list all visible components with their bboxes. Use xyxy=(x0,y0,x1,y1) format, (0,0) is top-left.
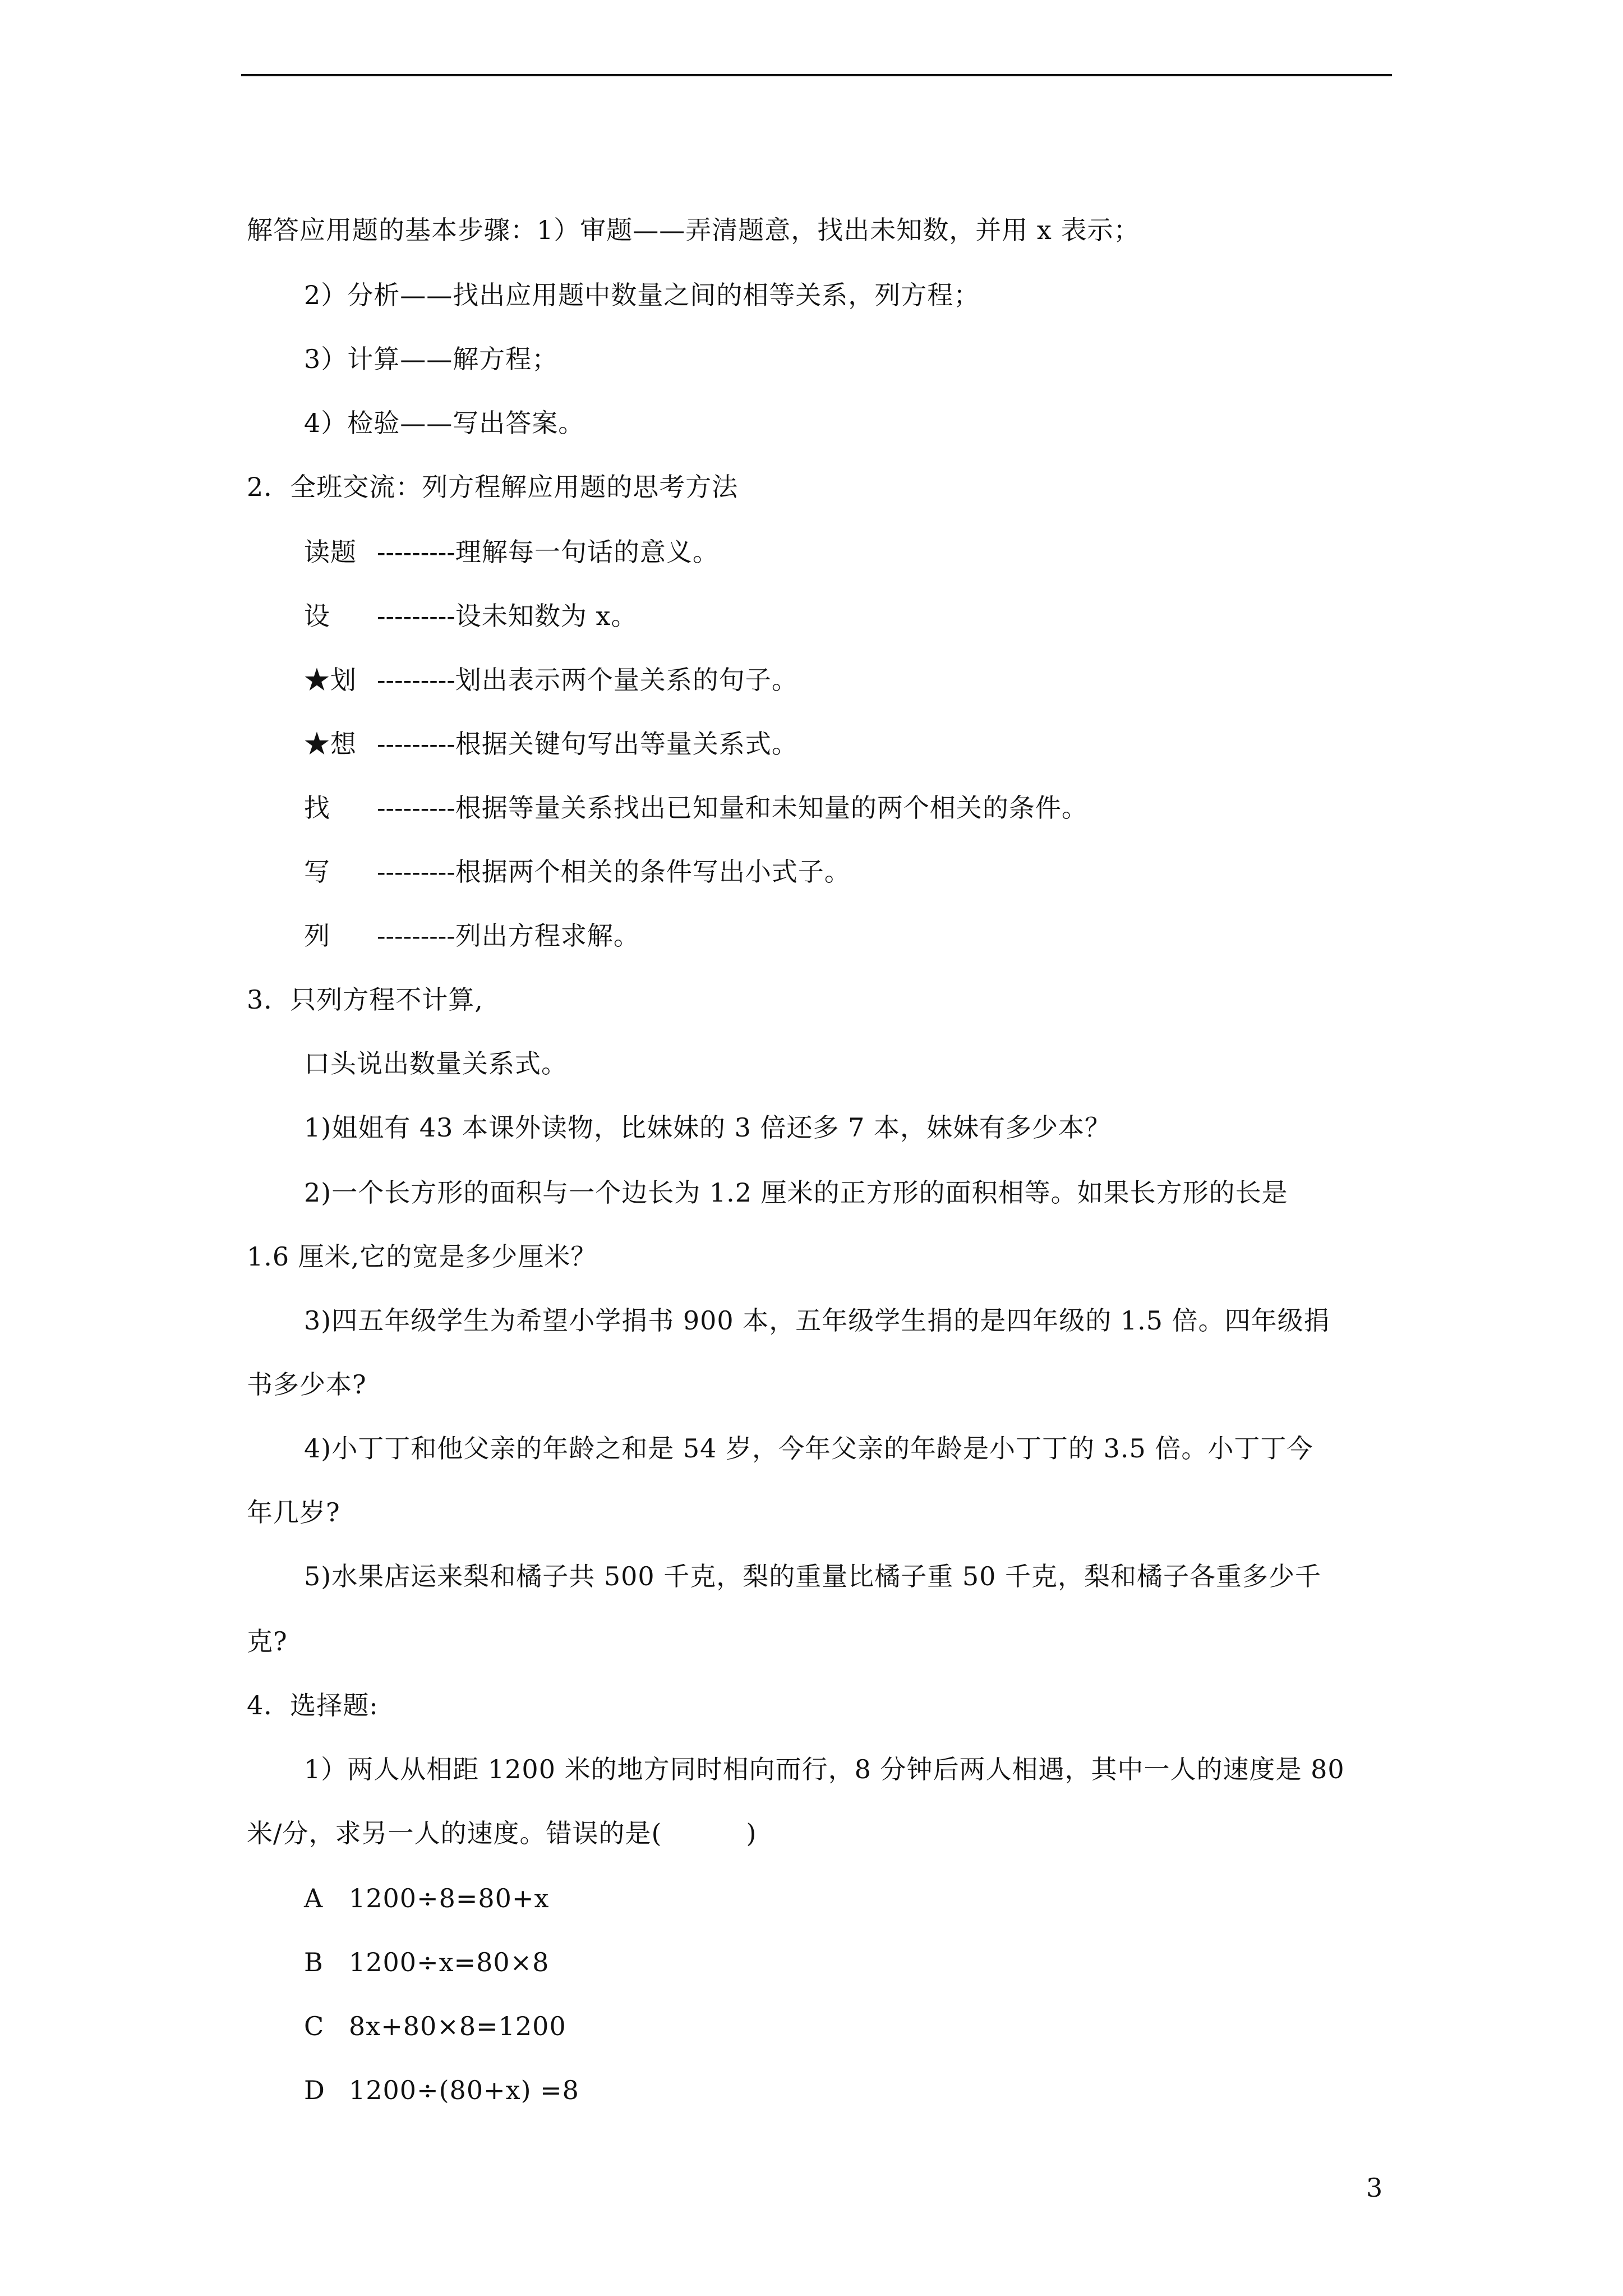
question-3-line-1: 3)四五年级学生为希望小学捐书 900 本，五年级学生捐的是四年级的 1.5 倍。四年级捐 xyxy=(304,1305,1330,1336)
method-term: 写 xyxy=(304,857,330,887)
question-4-line-2: 年几岁? xyxy=(247,1497,340,1527)
option-a xyxy=(304,1881,549,1915)
method-term: 设 xyxy=(304,601,330,631)
method-dash: --------- xyxy=(377,537,455,567)
question-5-line-2: 克? xyxy=(247,1626,288,1657)
method-dash: --------- xyxy=(377,729,455,759)
page-number: 3 xyxy=(1366,2173,1383,2203)
option-letter: A xyxy=(304,1883,324,1913)
method-item xyxy=(304,919,640,953)
method-desc: 根据等量关系找出已知量和未知量的两个相关的条件。 xyxy=(455,793,1088,823)
question-2-line-2: 1.6 厘米,它的宽是多少厘米？ xyxy=(247,1241,597,1272)
choice-question-line-1: 1）两人从相距 1200 米的地方同时相向而行，8 分钟后两人相遇，其中一人的速度是 80 xyxy=(304,1754,1345,1784)
step-4: 4）检验——写出答案。 xyxy=(304,408,585,438)
method-item xyxy=(304,599,637,633)
question-3-line-2: 书多少本? xyxy=(247,1369,367,1400)
section-2-heading: 2．全班交流：列方程解应用题的思考方法 xyxy=(247,472,739,502)
closing-paren: ) xyxy=(746,1818,757,1848)
header-rule xyxy=(241,74,1392,76)
method-desc: 设未知数为 x。 xyxy=(455,601,638,631)
method-term: 列 xyxy=(304,921,330,951)
method-term: 找 xyxy=(304,793,330,823)
option-letter: D xyxy=(304,2075,325,2105)
option-letter: C xyxy=(304,2011,325,2041)
section-3-heading: 3．只列方程不计算, xyxy=(247,984,483,1015)
question-2-line-1: 2)一个长方形的面积与一个边长为 1.2 厘米的正方形的面积相等。如果长方形的长是 xyxy=(304,1177,1288,1208)
section-4-heading: 4．选择题: xyxy=(247,1690,379,1720)
choice-question-text: 米/分，求另一人的速度。错误的是( xyxy=(247,1818,662,1848)
question-1: 1)姐姐有 43 本课外读物，比妹妹的 3 倍还多 7 本，妹妹有多少本？ xyxy=(304,1112,1112,1143)
method-desc: 列出方程求解。 xyxy=(455,921,640,951)
method-dash: --------- xyxy=(377,665,455,695)
option-text: 1200÷8=80+x xyxy=(349,1883,550,1913)
method-dash: --------- xyxy=(377,793,455,823)
question-5-line-1: 5)水果店运来梨和橘子共 500 千克，梨的重量比橘子重 50 千克，梨和橘子各重多少千 xyxy=(304,1561,1322,1591)
step-3: 3）计算——解方程； xyxy=(304,344,559,374)
method-desc: 理解每一句话的意义。 xyxy=(455,537,719,567)
method-dash: --------- xyxy=(377,921,455,951)
method-desc: 根据两个相关的条件写出小式子。 xyxy=(455,857,851,887)
method-term: ★划 xyxy=(304,665,357,695)
method-item xyxy=(304,791,1088,825)
option-c xyxy=(304,2009,566,2043)
steps-intro: 解答应用题的基本步骤：1）审题——弄清题意，找出未知数，并用 x 表示； xyxy=(247,215,1140,245)
question-4-line-1: 4)小丁丁和他父亲的年龄之和是 54 岁，今年父亲的年龄是小丁丁的 3.5 倍。小丁丁今 xyxy=(304,1433,1313,1464)
choice-question-line-2 xyxy=(247,1816,757,1850)
method-desc: 划出表示两个量关系的句子。 xyxy=(455,665,798,695)
option-text: 1200÷(80+x) =8 xyxy=(349,2075,579,2105)
method-desc: 根据关键句写出等量关系式。 xyxy=(455,729,798,759)
option-b xyxy=(304,1945,549,1979)
method-item xyxy=(304,535,719,569)
option-d xyxy=(304,2073,579,2107)
option-text: 8x+80×8=1200 xyxy=(349,2011,566,2041)
method-dash: --------- xyxy=(377,857,455,887)
method-term: ★想 xyxy=(304,729,357,759)
method-item xyxy=(304,855,851,889)
option-text: 1200÷x=80×8 xyxy=(349,1947,550,1977)
option-letter: B xyxy=(304,1947,324,1977)
step-2: 2）分析——找出应用题中数量之间的相等关系，列方程； xyxy=(304,280,980,310)
method-item xyxy=(304,727,798,761)
section-3-subheading: 口头说出数量关系式。 xyxy=(304,1048,568,1079)
method-term: 读题 xyxy=(304,537,357,567)
method-item xyxy=(304,663,798,697)
method-dash: --------- xyxy=(377,601,455,631)
